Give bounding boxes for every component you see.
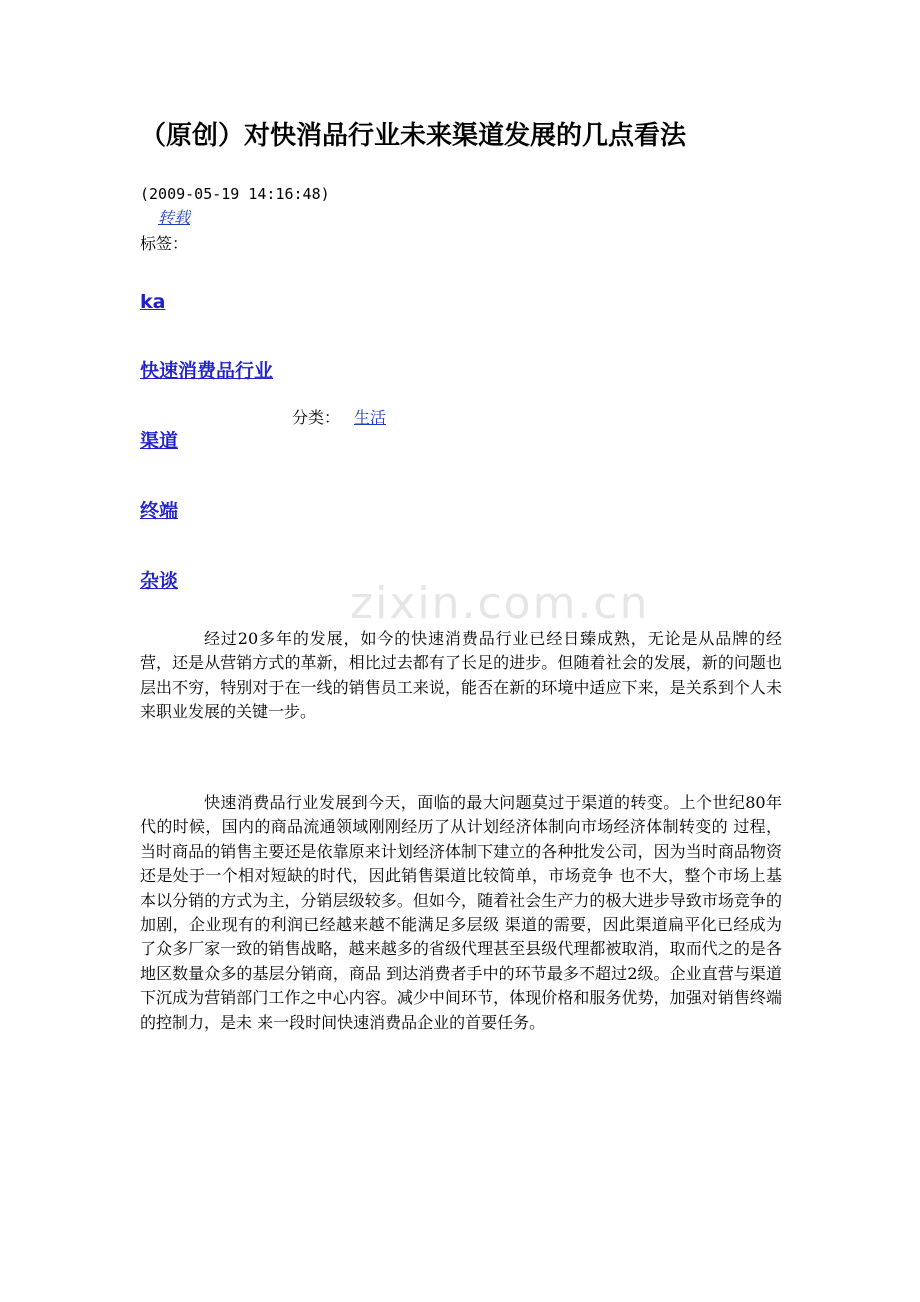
repost-link[interactable]: 转载	[158, 208, 191, 227]
tags-label: 标签：	[140, 234, 189, 253]
post-timestamp: (2009-05-19 14:16:48)	[140, 185, 330, 203]
article-title: （原创）对快消品行业未来渠道发展的几点看法	[140, 121, 687, 151]
category	[292, 407, 386, 429]
article-paragraph: 快速消费品行业发展到今天，面临的最大问题莫过于渠道的转变。上个世纪80年代的时候，国内的商品流通领域刚刚经历了从计划经济体制向市场经济体制转变的 过程，当时商品的销售主要还是依靠原来计划经济体制下建立的各种批发公司，因为当时商品物资还是处于一个相对短缺的时代，因此销售渠道比较简单，市场竞争 也不大，整个市场上基本以分销的方式为主，分销层级较多。但如今，随着社会生产力的极大进步导致市场竞争的加剧，企业现有的利润已经越来越不能满足多层级 渠道的需要，因此渠道扁平化已经成为了众多厂家一致的销售战略，越来越多的省级代理甚至县级代理都被取消，取而代之的是各地区数量众多的基层分销商，商品 到达消费者手中的环节最多不超过2级。企业直营与渠道下沉成为营销部门工作之中心内容。减少中间环节，体现价格和服务优势，加强对销售终端的控制力，是未 来一段时间快速消费品企业的首要任务。	[140, 793, 782, 1032]
article-paragraph: 经过20多年的发展，如今的快速消费品行业已经日臻成熟，无论是从品牌的经营，还是从营销方式的革新，相比过去都有了长足的进步。但随着社会的发展，新的问题也层出不穷，特别对于在一线的销售员工来说，能否在新的环境中适应下来，是关系到个人未来职业发展的关键一步。	[140, 629, 782, 722]
category-label: 分类：	[292, 408, 341, 427]
tag-link-fmcg-industry[interactable]: 快速消费品行业	[140, 360, 274, 382]
tag-link-misc[interactable]: 杂谈	[140, 570, 179, 592]
tag-link-channel[interactable]: 渠道	[140, 430, 179, 452]
tag-link-ka[interactable]: ka	[140, 291, 166, 313]
category-link[interactable]: 生活	[354, 408, 387, 427]
watermark: zixin.com.cn	[350, 578, 650, 629]
tag-link-terminal[interactable]: 终端	[140, 500, 179, 522]
